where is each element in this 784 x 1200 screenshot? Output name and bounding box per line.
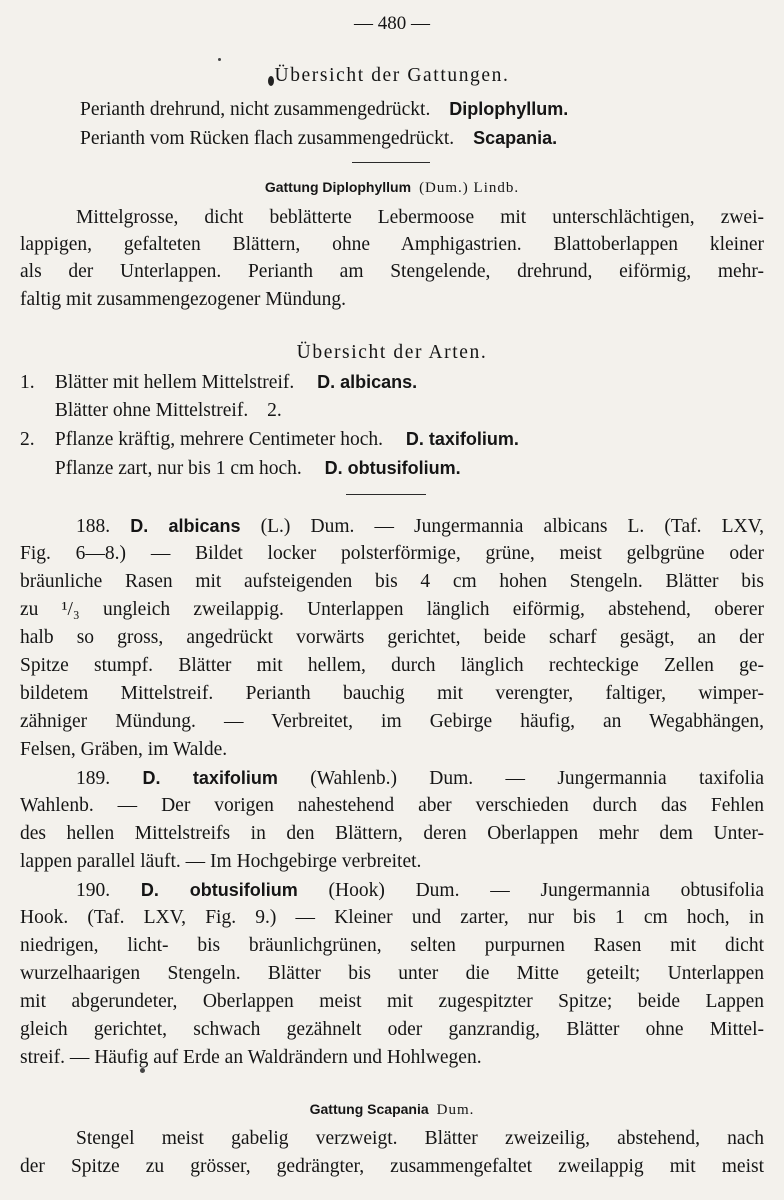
genus-scapania-authority: Dum. [436, 1102, 475, 1118]
species-189-name: D. taxifolium [142, 768, 278, 788]
species-188-name: D. albicans [130, 516, 241, 536]
species-190-number: 190. [76, 880, 111, 901]
species-190-line-3: niedrigen, licht- bis bräunlichgrünen, selten purpurnen Rasen mit dicht [20, 935, 764, 956]
genera-row-2 [80, 129, 557, 149]
species-key-row-2-text: Blätter ohne Mittelstreif. [54, 400, 249, 421]
species-188-text-1: (L.) Dum. — Jungermannia albicans L. (Taf. LXV, [260, 516, 764, 537]
genus-diplophyllum-heading [0, 180, 784, 196]
genera-row-1-text: Perianth drehrund, nicht zusammengedrückt. [80, 99, 431, 120]
species-key-row-2 [20, 401, 282, 421]
divider-1 [352, 162, 430, 163]
species-190-line-7: streif. — Häufig auf Erde an Waldrändern und Hohlwegen. [20, 1047, 482, 1068]
genera-row-1 [80, 100, 568, 120]
divider-2 [346, 494, 426, 495]
species-189-text-1: (Wahlenb.) Dum. — Jungermannia taxifolia [310, 768, 764, 789]
species-188-line-4: zu ¹/₃ ungleich zweilappig. Unterlappen länglich eiförmig, abstehend, oberer [20, 599, 764, 620]
species-188-line-7: bildetem Mittelstreif. Perianth bauchig mit verengter, faltiger, wimper- [20, 683, 764, 704]
scapania-line-1: Stengel meist gabelig verzweigt. Blätter zweizeilig, abstehend, nach [76, 1128, 764, 1149]
species-190-line-4: wurzelhaarigen Stengeln. Blätter bis unter die Mitte geteilt; Unterlappen [20, 963, 764, 984]
genera-row-2-text: Perianth vom Rücken flach zusammengedrückt. [80, 128, 455, 149]
scapania-line-2: der Spitze zu grösser, gedrängter, zusammengefaltet zweilappig mit meist [20, 1156, 764, 1177]
species-key-row-1-num: 1. [20, 372, 35, 393]
species-189-line-2: Wahlenb. — Der vorigen nahestehend aber verschieden durch das Fehlen [20, 795, 764, 816]
diplophyllum-line-1: Mittelgrosse, dicht beblätterte Lebermoose mit unterschlächtigen, zwei- [76, 207, 764, 228]
species-key-row-1 [20, 373, 417, 393]
species-key-row-3-result: D. taxifolium. [405, 429, 519, 449]
species-189-number: 189. [76, 768, 111, 789]
species-188-line-1 [20, 514, 764, 538]
species-188-line-8: zähniger Mündung. — Verbreitet, im Gebirge häufig, an Wegabhängen, [20, 711, 764, 732]
genus-scapania-name: Gattung Scapania [309, 1101, 429, 1117]
species-190-name: D. obtusifolium [140, 880, 298, 900]
genus-diplophyllum-authority: (Dum.) Lindb. [419, 180, 520, 196]
diplophyllum-line-2: lappigen, gefalteten Blättern, ohne Amphigastrien. Blattoberlappen kleiner [20, 234, 764, 255]
species-188-line-2: Fig. 6—8.) — Bildet locker polsterförmige, grüne, meist gelbgrüne oder [20, 543, 764, 564]
overview-genera-title: Übersicht der Gattungen. [274, 65, 510, 86]
species-190-line-6: gleich gerichtet, schwach gezähnelt oder ganzrandig, Blätter ohne Mittel- [20, 1019, 764, 1040]
species-190-line-2: Hook. (Taf. LXV, Fig. 9.) — Kleiner und zarter, nur bis 1 cm hoch, in [20, 907, 764, 928]
genus-scapania-heading [0, 1102, 784, 1118]
species-188-line-3: bräunliche Rasen mit aufsteigenden bis 4 cm hohen Stengeln. Blätter bis [20, 571, 764, 592]
species-188-number: 188. [76, 516, 111, 537]
species-189-line-4: lappen parallel läuft. — Im Hochgebirge verbreitet. [20, 851, 422, 872]
species-key-row-1-text: Blätter mit hellem Mittelstreif. [54, 372, 295, 393]
species-key-row-2-result: 2. [267, 400, 282, 421]
genera-row-2-genus: Scapania. [473, 128, 558, 148]
species-188-line-6: Spitze stumpf. Blätter mit hellem, durch länglich rechteckige Zellen ge- [20, 655, 764, 676]
page-number: — 480 — [354, 13, 430, 34]
diplophyllum-line-3: als der Unterlappen. Perianth am Stengelende, drehrund, eiförmig, mehr- [20, 261, 764, 282]
species-key-row-3 [20, 430, 519, 450]
species-key-row-3-text: Pflanze kräftig, mehrere Centimeter hoch. [54, 429, 383, 450]
species-key-row-4 [20, 459, 461, 479]
species-189-line-1 [20, 766, 764, 790]
species-key-row-4-result: D. obtusifolium. [324, 458, 461, 478]
species-key-row-3-num: 2. [20, 429, 35, 450]
print-speck [218, 58, 221, 61]
species-190-line-5: mit abgerundeter, Oberlappen meist mit zugespitzter Spitze; beide Lappen [20, 991, 764, 1012]
species-190-text-1: (Hook) Dum. — Jungermannia obtusifolia [328, 880, 764, 901]
species-188-line-9: Felsen, Gräben, im Walde. [20, 739, 228, 760]
species-key-row-4-text: Pflanze zart, nur bis 1 cm hoch. [54, 458, 302, 479]
species-190-line-1 [20, 878, 764, 902]
overview-species-title: Übersicht der Arten. [296, 342, 488, 363]
species-key-row-1-result: D. albicans. [317, 372, 418, 392]
species-189-line-3: des hellen Mittelstreifs in den Blättern, deren Oberlappen mehr dem Unter- [20, 823, 764, 844]
print-speck [140, 1068, 145, 1073]
species-188-line-5: halb so gross, angedrückt vorwärts gerichtet, beide scharf gesägt, an der [20, 627, 764, 648]
print-speck [268, 76, 274, 86]
diplophyllum-line-4: faltig mit zusammengezogener Mündung. [20, 289, 346, 310]
genus-diplophyllum-name: Gattung Diplophyllum [264, 179, 412, 195]
genera-row-1-genus: Diplophyllum. [449, 99, 569, 119]
